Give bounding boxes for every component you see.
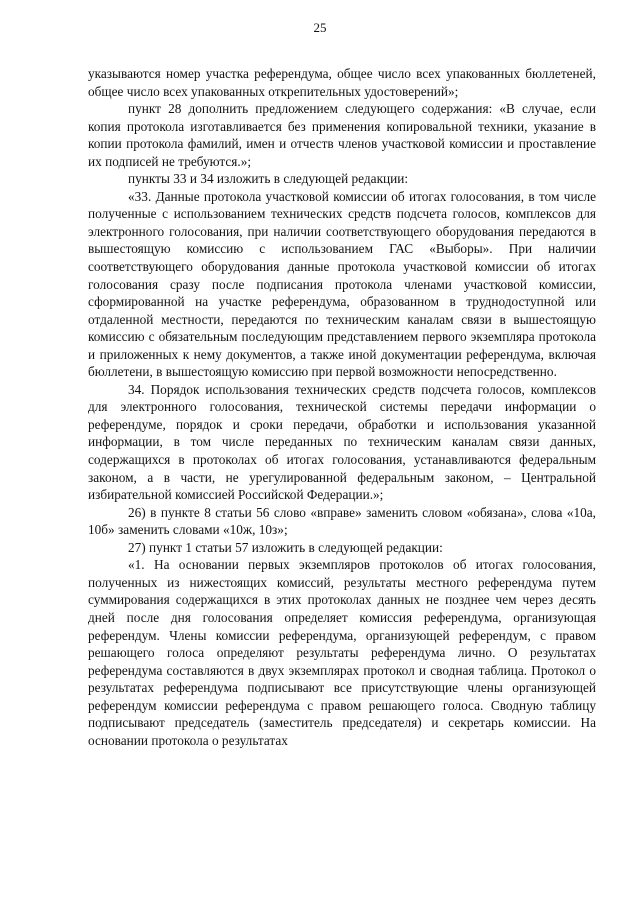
paragraph-item-33: «33. Данные протокола участковой комиссии об итогах голосования, в том числе полученные с использованием технических средств подсчета голосов, комплексов для электронного голосования, при наличии соответствующего оборудования передаются в вышестоящую комиссию с использованием ГАС «Выборы». При наличии соответствующего оборудования данные протокола участковой комиссии об итогах голосования сразу после подписания протокола членами участковой комиссии, сформированной на участке референдума, образованном в труднодоступной или отдаленной местности, передаются по техническим каналам связи в вышестоящую комиссию с обязательным последующим представлением первого экземпляра протокола и приложенных к нему документов, а также иной документации референдума, включая бюллетени, в вышестоящую комиссию при первой возможности непосредственно. [88, 188, 596, 380]
paragraph-item-26: 26) в пункте 8 статьи 56 слово «вправе» заменить словом «обязана», слова «10а, 10б» заменить словами «10ж, 10з»; [88, 504, 596, 538]
page-number: 25 [313, 20, 327, 35]
paragraph-item-28: пункт 28 дополнить предложением следующего содержания: «В случае, если копия протокола изготавливается без применения копировальной техники, указание в копии протокола фамилий, имен и отчеств членов участковой комиссии и проставление их подписей не требуются.»; [88, 101, 596, 169]
body-text [88, 65, 596, 749]
paragraph-items-33-34-intro: пункты 33 и 34 изложить в следующей редакции: [128, 171, 409, 187]
paragraph-item-34: 34. Порядок использования технических средств подсчета голосов, комплексов для электронного голосования, технической системы передачи информации о референдуме, порядок и сроки передачи, обработки и использования указанной информации, в том числе переданных по техническим каналам связи данных, содержащихся в протоколах об итогах голосования, устанавливаются федеральным законом, а в части, не урегулированной федеральным законом, – Центральной избирательной комиссией Российской Федерации.»; [88, 381, 596, 503]
paragraph-item-27: 27) пункт 1 статьи 57 изложить в следующей редакции: [128, 539, 443, 555]
paragraph-article-57-1: «1. На основании первых экземпляров протоколов об итогах голосования, полученных из нижестоящих комиссий, результаты местного референдума путем суммирования содержащихся в этих протоколах данных не позднее чем через десять дней после дня голосования определяет комиссия референдума, организующая референдум. Члены комиссии референдума, организующей референдум, с правом решающего голоса определяют результаты референдума лично. О результатах референдума составляются в двух экземплярах протокол и сводная таблица. Протокол о результатах референдума подписывают все присутствующие члены организующей референдум комиссии референдума с правом решающего голоса. Сводную таблицу подписывают председатель (заместитель председателя) и секретарь комиссии. На основании протокола о результатах [88, 557, 596, 748]
paragraph-continuation: указываются номер участка референдума, общее число всех упакованных бюллетеней, общее число всех упакованных открепительных удостоверений»; [88, 66, 596, 99]
